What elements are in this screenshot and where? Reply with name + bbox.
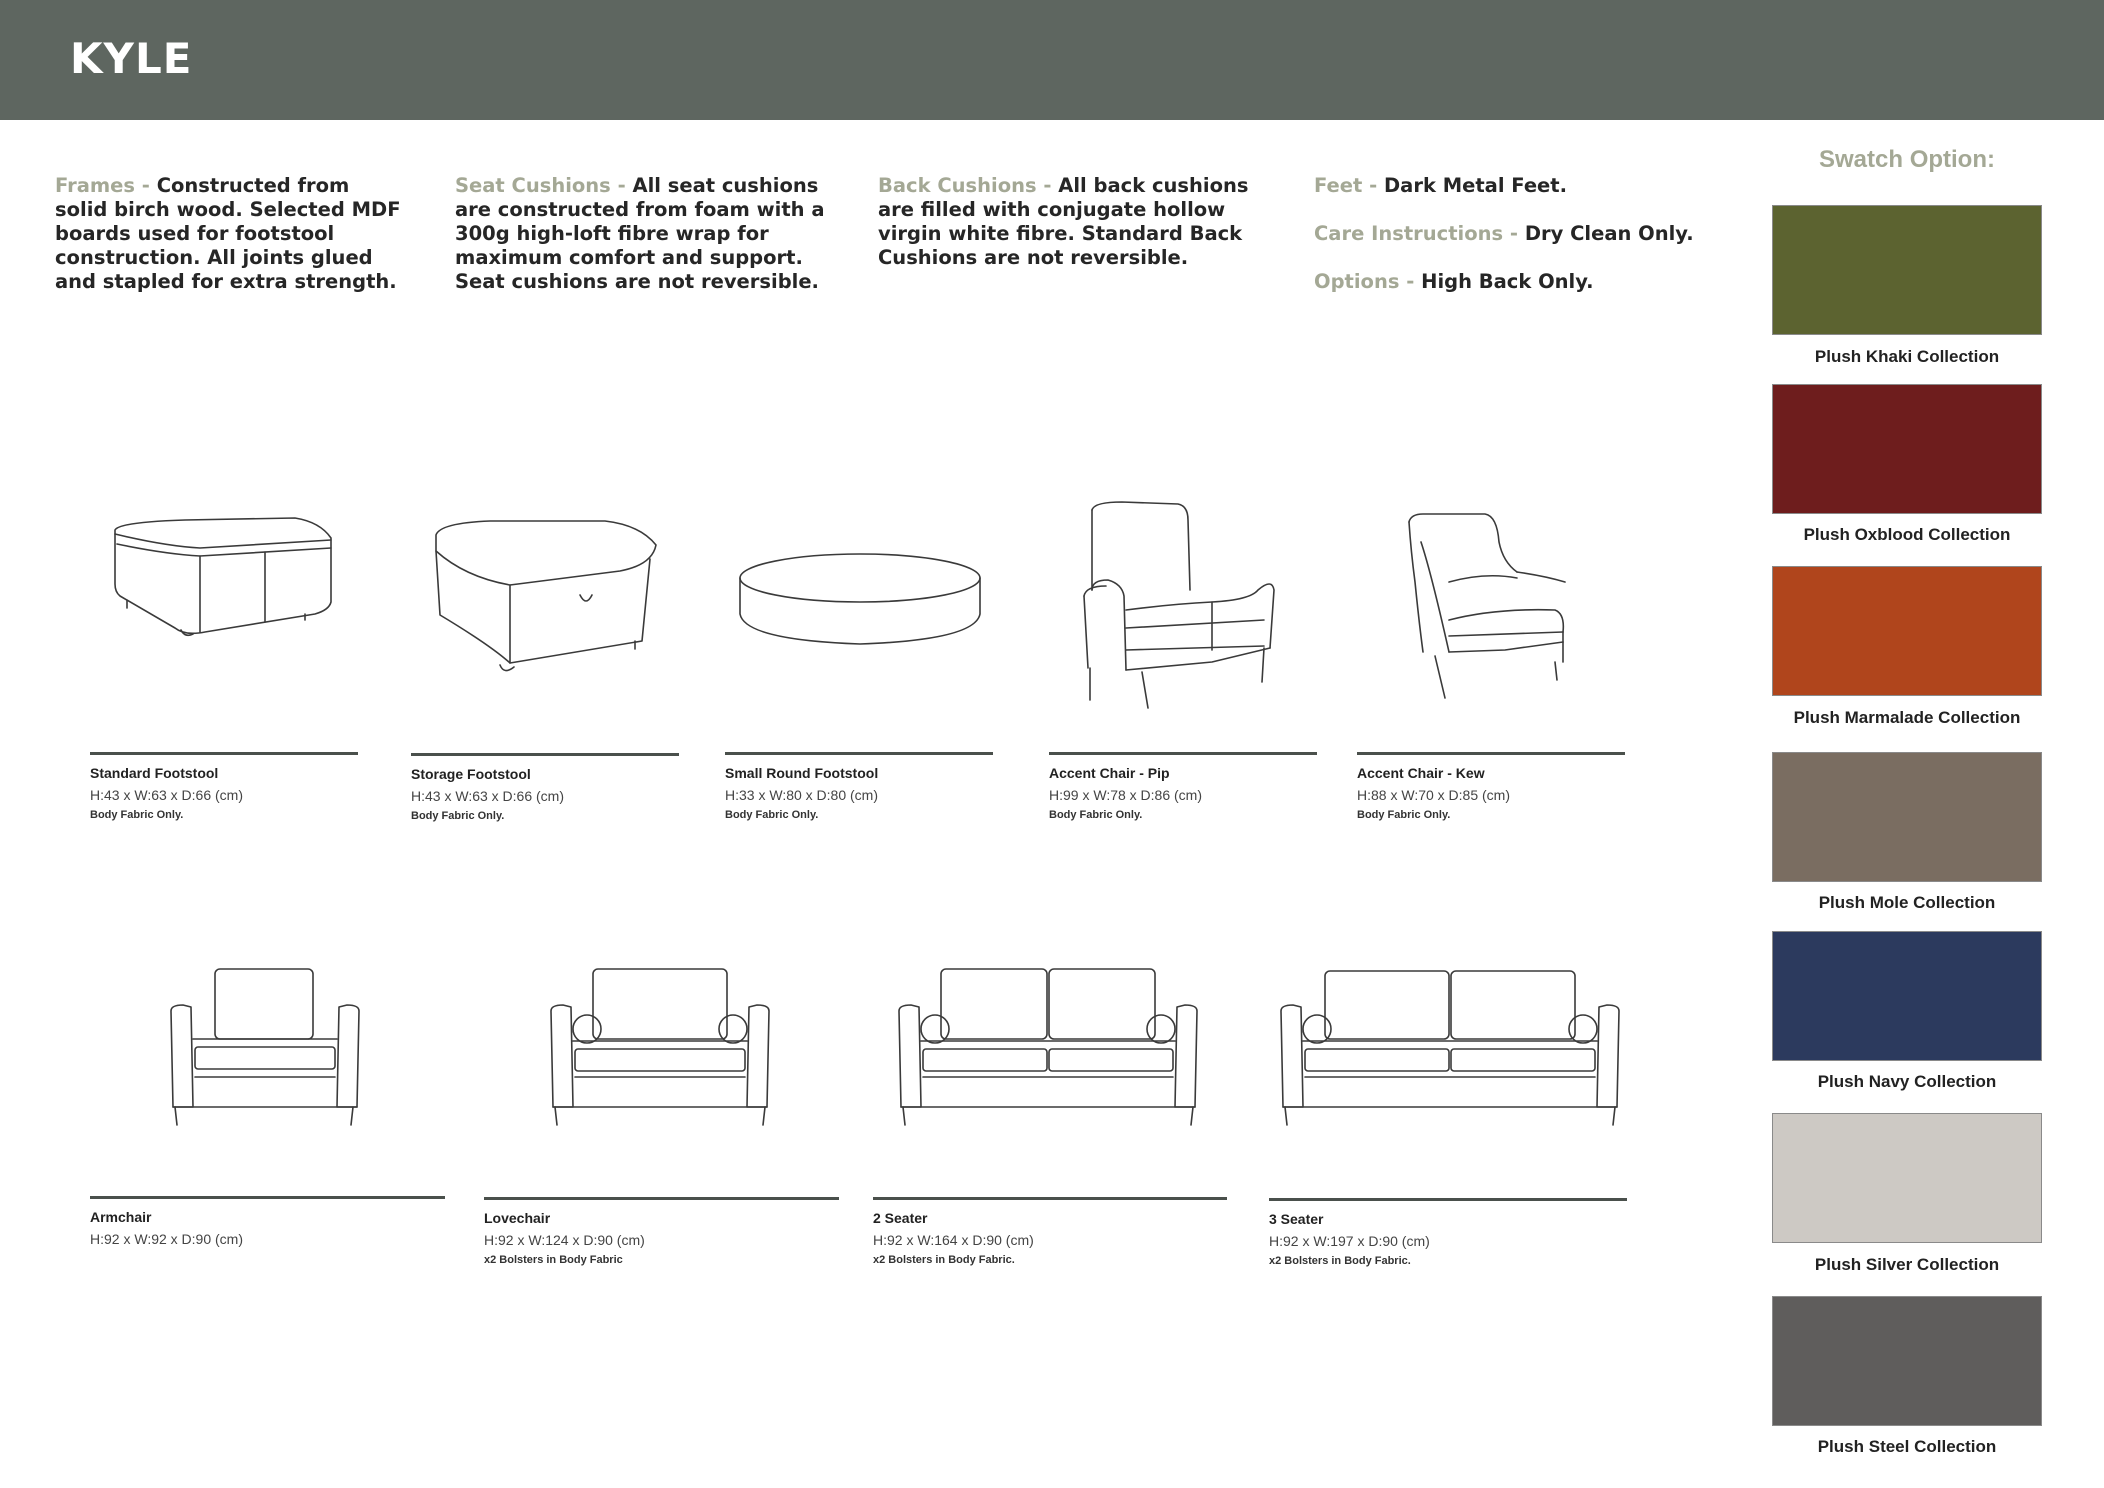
- swatch-label-mole: Plush Mole Collection: [1818, 893, 1996, 912]
- spec-right-column: [1314, 174, 1734, 318]
- product-divider: [484, 1197, 839, 1200]
- spec-separator: -: [1043, 174, 1052, 197]
- lovechair-drawing: [545, 965, 775, 1130]
- product-note: Body Fabric Only.: [90, 809, 184, 821]
- product-divider: [90, 1196, 445, 1199]
- product-note: x2 Bolsters in Body Fabric: [484, 1254, 623, 1266]
- product-dimensions: H:33 x W:80 x D:80 (cm): [725, 787, 879, 803]
- swatch-label-steel: Plush Steel Collection: [1817, 1437, 1997, 1456]
- product-accent-chair-kew: [1357, 752, 1625, 821]
- swatch-label-oxblood: Plush Oxblood Collection: [1803, 525, 2011, 544]
- product-name: Accent Chair - Kew: [1357, 765, 1485, 781]
- spec-feet: [1314, 174, 1734, 198]
- spec-frames: [55, 174, 405, 294]
- spec-back-cushions: [878, 174, 1258, 270]
- product-dimensions: H:99 x W:78 x D:86 (cm): [1049, 787, 1203, 803]
- product-note: Body Fabric Only.: [411, 810, 505, 822]
- swatch-khaki[interactable]: [1772, 205, 2042, 335]
- two-seater-drawing: [893, 965, 1203, 1130]
- spec-separator: -: [141, 174, 150, 197]
- product-dimensions: H:92 x W:124 x D:90 (cm): [484, 1232, 645, 1248]
- spec-text-back-cushions: All back cushions are filled with conjugate hollow virgin white fibre. Standard Back Cushions are not reversible.: [878, 174, 1249, 269]
- product-standard-footstool: [90, 752, 358, 821]
- three-seater-drawing: [1275, 965, 1625, 1130]
- standard-footstool-drawing: [105, 510, 345, 700]
- product-dimensions: H:92 x W:197 x D:90 (cm): [1269, 1233, 1430, 1249]
- swatch-steel[interactable]: [1772, 1296, 2042, 1426]
- swatch-oxblood[interactable]: [1772, 384, 2042, 514]
- spec-text-feet: Dark Metal Feet.: [1384, 174, 1568, 197]
- spec-label-feet: Feet: [1314, 174, 1363, 197]
- swatch-mole[interactable]: [1772, 752, 2042, 882]
- product-name: Standard Footstool: [90, 765, 219, 781]
- product-armchair: [90, 1196, 445, 1247]
- accent-chair-kew-drawing: [1405, 512, 1580, 707]
- product-dimensions: H:92 x W:92 x D:90 (cm): [90, 1231, 244, 1247]
- product-lovechair: [484, 1197, 839, 1266]
- storage-footstool-drawing: [430, 515, 670, 695]
- swatch-navy[interactable]: [1772, 931, 2042, 1061]
- product-note: Body Fabric Only.: [1357, 809, 1451, 821]
- product-name: Armchair: [90, 1209, 152, 1225]
- spec-separator: -: [1369, 174, 1378, 197]
- spec-separator: -: [1406, 270, 1415, 293]
- product-note: x2 Bolsters in Body Fabric.: [1269, 1255, 1411, 1267]
- product-dimensions: H:88 x W:70 x D:85 (cm): [1357, 787, 1511, 803]
- product-name: Accent Chair - Pip: [1049, 765, 1170, 781]
- product-storage-footstool: [411, 753, 679, 822]
- spec-label-options: Options: [1314, 270, 1400, 293]
- spec-label-seat-cushions: Seat Cushions: [455, 174, 611, 197]
- swatch-label-khaki: Plush Khaki Collection: [1814, 347, 2000, 366]
- product-note: Body Fabric Only.: [725, 809, 819, 821]
- product-dimensions: H:92 x W:164 x D:90 (cm): [873, 1232, 1034, 1248]
- armchair-drawing: [165, 965, 365, 1130]
- swatch-label-silver: Plush Silver Collection: [1814, 1255, 2000, 1274]
- product-divider: [90, 752, 358, 755]
- product-dimensions: H:43 x W:63 x D:66 (cm): [90, 787, 244, 803]
- spec-separator: -: [617, 174, 626, 197]
- swatch-silver[interactable]: [1772, 1113, 2042, 1243]
- product-two-seater: [873, 1197, 1227, 1266]
- spec-label-back-cushions: Back Cushions: [878, 174, 1037, 197]
- spec-text-frames: Constructed from solid birch wood. Selected MDF boards used for footstool construction. All joints glued and stapled for extra strength.: [55, 174, 401, 293]
- product-divider: [411, 753, 679, 756]
- product-name: 2 Seater: [873, 1210, 928, 1226]
- swatch-marmalade[interactable]: [1772, 566, 2042, 696]
- product-three-seater: [1269, 1198, 1627, 1267]
- swatch-label-marmalade: Plush Marmalade Collection: [1793, 708, 2021, 727]
- product-note: x2 Bolsters in Body Fabric.: [873, 1254, 1015, 1266]
- product-divider: [873, 1197, 1227, 1200]
- spec-options: [1314, 270, 1734, 294]
- accent-chair-pip-drawing: [1082, 500, 1282, 715]
- spec-text-options: High Back Only.: [1421, 270, 1594, 293]
- product-name: Small Round Footstool: [725, 765, 879, 781]
- product-accent-chair-pip: [1049, 752, 1317, 821]
- page-title: KYLE: [70, 34, 193, 83]
- product-small-round-footstool: [725, 752, 993, 821]
- product-divider: [1357, 752, 1625, 755]
- spec-text-care: Dry Clean Only.: [1524, 222, 1694, 245]
- swatch-label-navy: Plush Navy Collection: [1817, 1072, 1997, 1091]
- round-footstool-drawing: [735, 548, 985, 658]
- spec-label-care: Care Instructions: [1314, 222, 1504, 245]
- product-name: Storage Footstool: [411, 766, 531, 782]
- product-name: Lovechair: [484, 1210, 551, 1226]
- product-divider: [725, 752, 993, 755]
- swatch-title: Swatch Option:: [1819, 146, 1995, 173]
- spec-label-frames: Frames: [55, 174, 135, 197]
- product-divider: [1269, 1198, 1627, 1201]
- product-divider: [1049, 752, 1317, 755]
- product-note: Body Fabric Only.: [1049, 809, 1143, 821]
- product-name: 3 Seater: [1269, 1211, 1324, 1227]
- spec-seat-cushions: [455, 174, 825, 294]
- product-dimensions: H:43 x W:63 x D:66 (cm): [411, 788, 565, 804]
- page-header: [0, 0, 2104, 120]
- spec-text-seat-cushions: All seat cushions are constructed from foam with a 300g high-loft fibre wrap for maximum comfort and support. Seat cushions are not reversible.: [455, 174, 825, 293]
- spec-separator: -: [1509, 222, 1519, 245]
- spec-care: [1314, 222, 1734, 246]
